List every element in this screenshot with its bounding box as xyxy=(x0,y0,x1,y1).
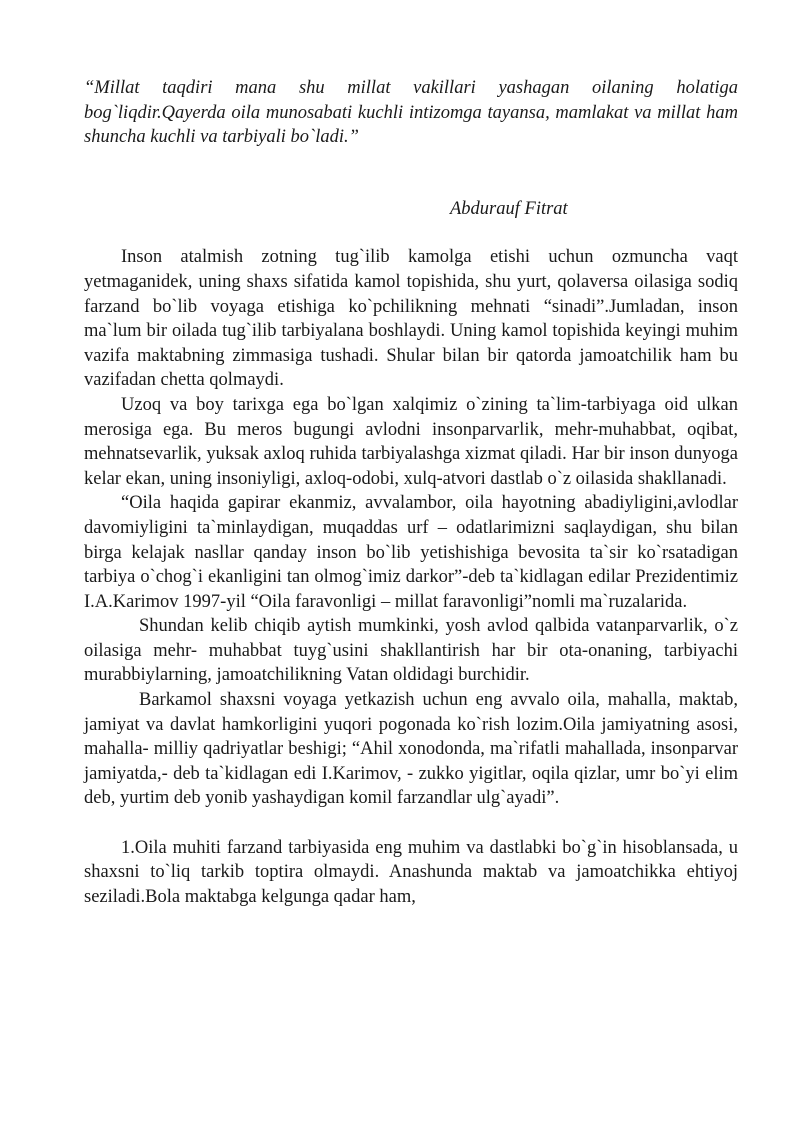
document-body xyxy=(84,245,738,909)
paragraph: Barkamol shaxsni voyaga yetkazish uchun eng avvalo oila, mahalla, maktab, jamiyat va davlat hamkorligini yuqori pogonada ko`rish lozim.Oila jamiyatning asosi, mahalla- milliy qadriyatlar beshigi; “Ahil xonodonda, ma`rifatli mahallada, insonparvar jamiyatda,- deb ta`kidlagan edi I.Karimov, - zukko yigitlar, oqila qizlar, umr bo`yi elim deb, yurtim deb yonib yashaydigan komil farzandlar ulg`ayadi”. xyxy=(84,690,738,809)
epigraph-quote: “Millat taqdiri mana shu millat vakillari yashagan oilaning holatiga bog`liqdir.Qayerda oila munosabati kuchli intizomga tayansa, mamlakat va millat ham shuncha kuchli va tarbiyali bo`ladi.” xyxy=(84,78,738,148)
paragraph: Inson atalmish zotning tug`ilib kamolga etishi uchun ozmuncha vaqt yetmaganidek, uning shaxs sifatida kamol topishida, shu yurt, qolaversa oilasiga sodiq farzand bo`lib voyaga etishiga ko`pchilikning mehnati “sinadi”.Jumladan, inson ma`lum bir oilada tug`ilib tarbiyalana boshlaydi. Uning kamol topishida keyingi muhim vazifa maktabning zimmasiga tushadi. Shular bilan bir qatorda jamoatchilik ham bu vazifadan chetta qolmaydi. xyxy=(84,247,738,391)
paragraph: Shundan kelib chiqib aytish mumkinki, yosh avlod qalbida vatanparvarlik, o`z oilasiga mehr- muhabbat tuyg`usini shakllantirish har bir ota-onaning, tarbiyachi murabbiylarning, jamoatchilikning Vatan oldidagi burchidir. xyxy=(84,616,738,686)
paragraph: Uzoq va boy tarixga ega bo`lgan xalqimiz o`zining ta`lim-tarbiyaga oid ulkan merosiga ega. Bu meros bugungi avlodni insonparvarlik, mehr-muhabbat, oqibat, mehnatsevarlik, yuksak axloq ruhida tarbiyalashga xizmat qiladi. Har bir inson dunyoga kelar ekan, uning insoniyligi, axloq-odobi, xulq-atvori dastlab o`z oilasida shakllanadi. xyxy=(84,394,738,489)
paragraph: “Oila haqida gapirar ekanmiz, avvalambor, oila hayotning abadiyligini,avlodlar davomiyligini ta`minlaydigan, muqaddas urf – odatlarimizni saqlaydigan, shu bilan birga kelajak nasllar qanday inson bo`lib yetishishiga bevosita ta`sir ko`rsatadigan tarbiya o`chog`i ekanligini tan olmog`imiz darkor”-deb ta`kidlagan edilar Prezidentimiz I.A.Karimov 1997-yil “Oila faravonligi – millat faravonligi”nomli ma`ruzalarida. xyxy=(84,493,738,612)
epigraph-author: Abdurauf Fitrat xyxy=(450,198,568,219)
paragraph: 1.Oila muhiti farzand tarbiyasida eng muhim va dastlabki bo`g`in hisoblansada, u shaxsni to`liq tarkib toptira olmaydi. Anashunda maktab va jamoatchikka ehtiyoj seziladi.Bola maktabga kelgunga qadar ham, xyxy=(84,837,738,907)
